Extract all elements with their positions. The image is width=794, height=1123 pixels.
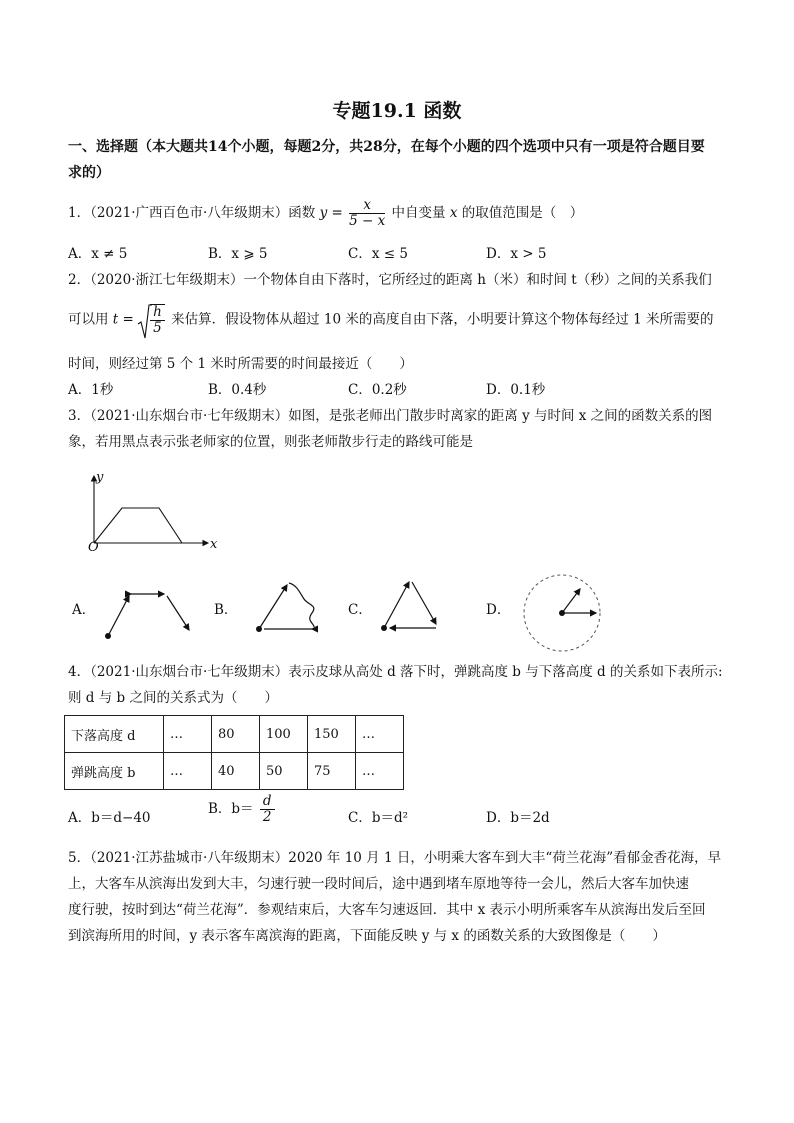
- q4-option-c[interactable]: C．b＝d²: [348, 810, 409, 826]
- radical-sign-icon: [138, 304, 150, 340]
- table-cell: 100: [260, 716, 308, 753]
- q2-line3: 时间，则经过第 5 个 1 米时所需要的时间最接近（ ）: [68, 356, 413, 372]
- table-row: [65, 753, 404, 790]
- page-title: 专题19.1 函数: [332, 100, 462, 122]
- q1-option-d[interactable]: D．x > 5: [486, 246, 547, 262]
- q1-option-a[interactable]: A．x ≠ 5: [68, 246, 128, 262]
- q2-line2-pre: 可以用: [68, 311, 109, 328]
- q1-option-c[interactable]: C．x ≤ 5: [348, 246, 408, 262]
- q1-post: 中自变量: [391, 205, 446, 221]
- q2-line2: [68, 304, 714, 336]
- q4-data-table: [64, 715, 404, 790]
- table-row: [65, 716, 404, 753]
- q2-fraction: [150, 304, 165, 336]
- q3-line1: 3．（2021·山东烟台市·七年级期末）如图，是张老师出门散步时离家的距离 y 与时间 x 之间的函数关系的图: [68, 408, 713, 424]
- q1-option-b[interactable]: B．x ⩾ 5: [208, 246, 268, 262]
- q4-option-a[interactable]: A．b＝d−40: [68, 810, 151, 826]
- q3-option-b[interactable]: B．: [214, 602, 238, 618]
- table-cell: 75: [308, 753, 356, 790]
- q1-lhs: y =: [319, 205, 343, 221]
- q4-option-b-denominator: 2: [262, 809, 272, 825]
- q3-option-d-route[interactable]: [522, 571, 606, 655]
- q2-line2-post: 来估算．假设物体从超过 10 米的高度自由下落，小明要计算这个物体每经过 1 米所需要的: [171, 311, 714, 328]
- q2-option-c[interactable]: C．0.2秒: [348, 382, 407, 398]
- q4-option-b-fraction: [260, 794, 275, 825]
- table-cell: …: [164, 753, 212, 790]
- q5-line4: 到滨海所用的时间，y 表示客车离滨海的距离，下面能反映 y 与 x 的函数关系的大致图像是（ ）: [68, 928, 666, 944]
- table-cell: …: [164, 716, 212, 753]
- q1-var: x: [449, 205, 458, 221]
- q2-formula-lhs: t =: [112, 311, 134, 328]
- q4-option-b-numerator: d: [260, 794, 275, 810]
- q3-axis-y-label: y: [96, 470, 104, 485]
- q3-line2: 象，若用黑点表示张老师家的位置，则张老师散步行走的路线可能是: [68, 434, 473, 450]
- q1-fraction: [349, 198, 385, 229]
- q4-line2: 则 d 与 b 之间的关系式为（ ）: [68, 690, 278, 706]
- sqrt-icon: [138, 304, 167, 336]
- q5-line1: 5．（2021·江苏盐城市·八年级期末）2020 年 10 月 1 日，小明乘大客车到大丰“荷兰花海”看郁金香花海，早: [68, 850, 722, 866]
- table-cell: …: [356, 753, 404, 790]
- table-cell: 150: [308, 716, 356, 753]
- graph-line: [94, 508, 182, 543]
- q2-numerator: h: [150, 305, 165, 321]
- q5-line2: 上，大客车从滨海出发到大丰，匀速行驶一段时间后，途中遇到堵车原地等待一会儿，然后大客车加快速: [68, 876, 689, 892]
- q3-option-b-route[interactable]: [252, 577, 322, 637]
- q2-denominator: 5: [153, 320, 162, 336]
- q4-option-d[interactable]: D．b＝2d: [486, 810, 550, 826]
- q2-option-d[interactable]: D．0.1秒: [486, 382, 546, 398]
- q3-option-c-route[interactable]: [378, 572, 448, 632]
- section-heading-line1: 一、选择题（本大题共14个小题，每题2分，共28分，在每个小题的四个选项中只有一项是符合题目要: [68, 139, 705, 155]
- section-heading-line2: 求的）: [68, 165, 110, 181]
- q3-option-a-route[interactable]: [102, 586, 192, 646]
- q3-option-a[interactable]: A．: [72, 602, 96, 618]
- q2-line1: 2．（2020·浙江七年级期末）一个物体自由下落时，它所经过的距离 h（米）和时间 t（秒）之间的关系我们: [68, 272, 712, 288]
- table-row-header: 弹跳高度 b: [65, 753, 164, 790]
- question-1: [68, 198, 583, 229]
- q5-line3: 度行驶，按时到达“荷兰花海”．参观结束后，大客车匀速返回．其中 x 表示小明所乘客车从滨海出发后至回: [68, 902, 706, 918]
- q1-numerator: x: [349, 198, 385, 214]
- q3-axis-x-label: x: [210, 537, 218, 552]
- q2-option-b[interactable]: B．0.4秒: [208, 382, 267, 398]
- table-cell: 50: [260, 753, 308, 790]
- table-row-header: 下落高度 d: [65, 716, 164, 753]
- table-cell: 80: [212, 716, 260, 753]
- q3-option-c[interactable]: C．: [348, 602, 372, 618]
- q2-option-a[interactable]: A．1秒: [68, 382, 114, 398]
- q1-post2: 的取值范围是（ ）: [461, 205, 584, 221]
- q1-denominator: 5 − x: [349, 213, 386, 229]
- table-cell: 40: [212, 753, 260, 790]
- q4-option-b-pre: B．b＝: [208, 801, 254, 817]
- q4-line1: 4．（2021·山东烟台市·七年级期末）表示皮球从高处 d 落下时，弹跳高度 b 与下落高度 d 的关系如下表所示:: [68, 664, 723, 680]
- q1-prefix: 1．（2021·广西百色市·八年级期末）函数: [68, 205, 316, 221]
- q3-origin-label: O: [88, 540, 99, 555]
- table-cell: …: [356, 716, 404, 753]
- q4-option-b[interactable]: [208, 794, 277, 825]
- q3-option-d[interactable]: D．: [486, 602, 511, 618]
